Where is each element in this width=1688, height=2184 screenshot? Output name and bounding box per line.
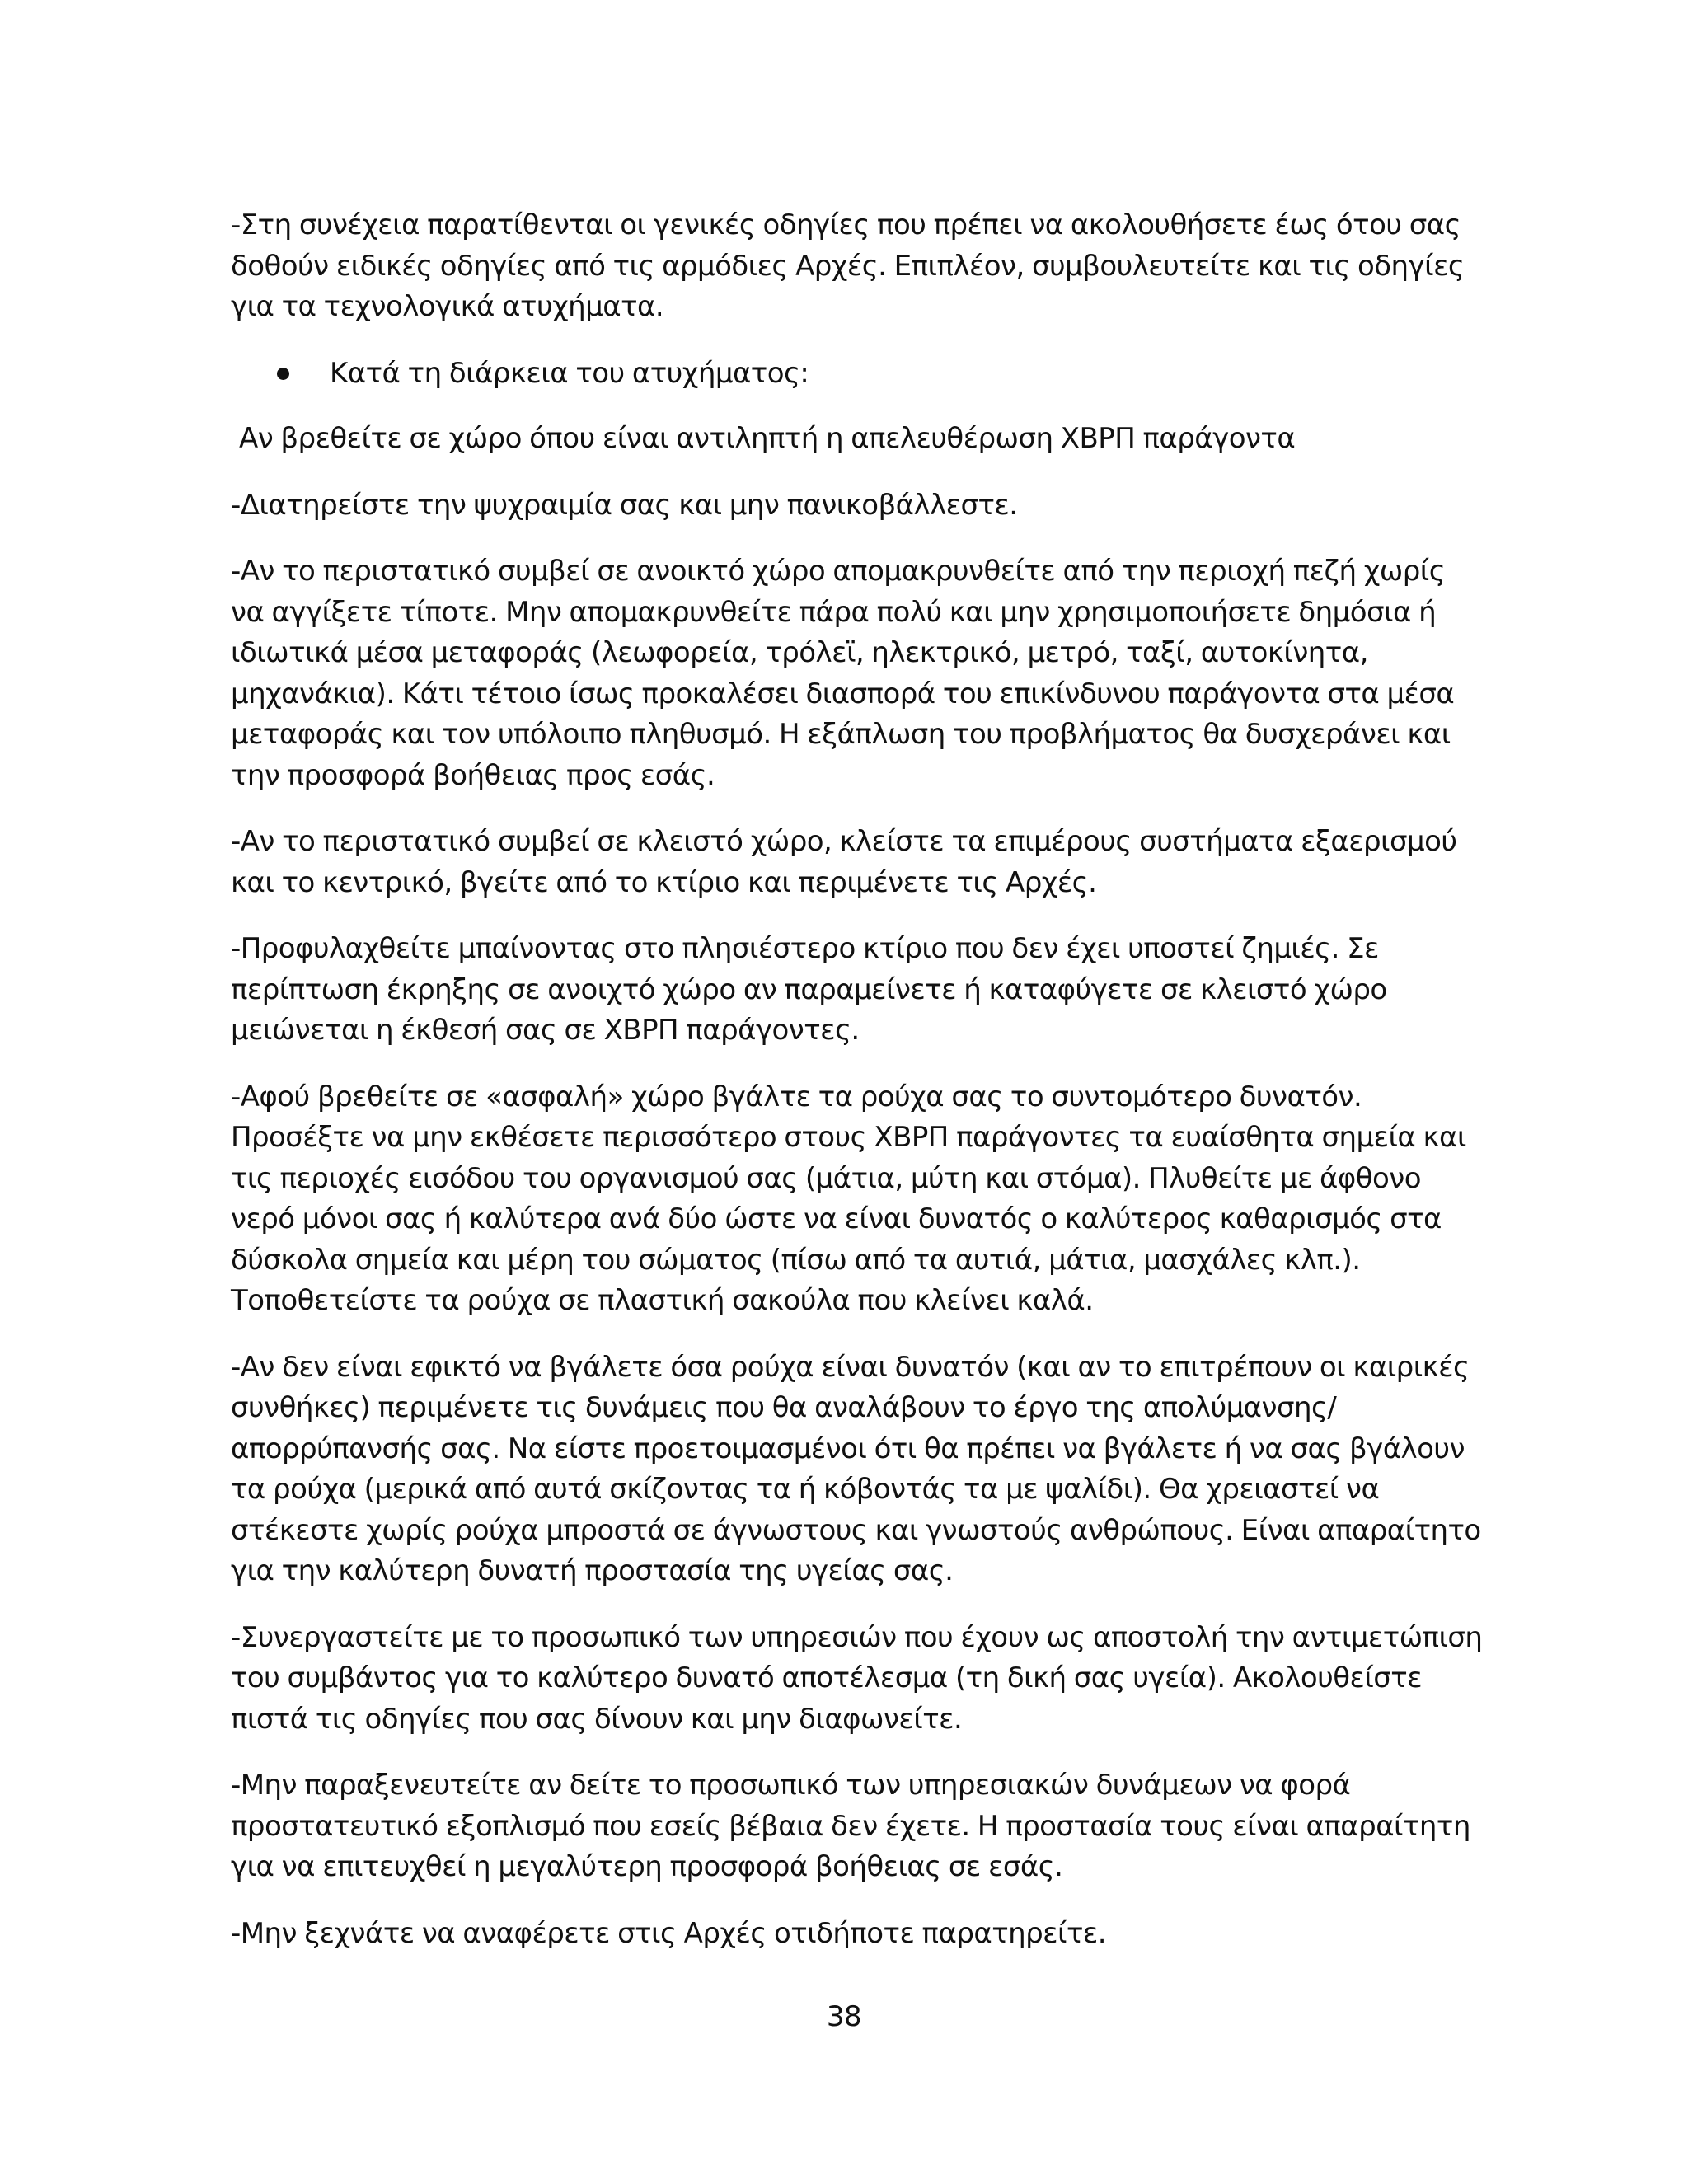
clothes-paragraph: -Αφού βρεθείτε σε «ασφαλή» χώρο βγάλτε τα ρούχα σας το συντομότερο δυνατόν. Προσέξτε να μην εκθέσετε περισσότερο στους ΧΒΡΠ παράγοντες τα ευαίσθητα σημεία και τις περιοχές εισόδου του οργανισμού σας (μάτια, μύτη και στόμα). Πλυθείτε με άφθονο νερό μόνοι σας ή καλύτερα ανά δύο ώστε να είναι δυνατός ο καλύτερος καθαρισμός στα δύσκολα σημεία και μέρη του σώματος (πίσω από τα αυτιά, μάτια, μασχάλες κλπ.). Τοποθετείστε τα ρούχα σε πλαστική σακούλα που κλείνει καλά.: [231, 1080, 1466, 1317]
report-paragraph: -Μην ξεχνάτε να αναφέρετε στις Αρχές οτιδήποτε παρατηρείτε.: [231, 1916, 1106, 1950]
equipment-paragraph: -Μην παραξενευτείτε αν δείτε το προσωπικό των υπηρεσιακών δυνάμεων να φορά προστατευτικό εξοπλισμό που εσείς βέβαια δεν έχετε. Η προστασία τους είναι απαραίτητη για να επιτευχθεί η μεγαλύτερη προσφορά βοήθειας σε εσάς.: [231, 1769, 1470, 1883]
bullet-item: [231, 354, 1484, 395]
cooperate-paragraph: -Συνεργαστείτε με το προσωπικό των υπηρεσιών που έχουν ως αποστολή την αντιμετώπιση του συμβάντος για το καλύτερο δυνατό αποτέλεσμα (τη δική σας υγεία). Ακολουθείστε πιστά τις οδηγίες που σας δίνουν και μην διαφωνείτε.: [231, 1620, 1483, 1736]
calm-paragraph: -Διατηρείστε την ψυχραιμία σας και μην πανικοβάλλεστε.: [231, 488, 1018, 522]
page-body: [231, 205, 1484, 1980]
closed-area-paragraph: -Αν το περιστατικό συμβεί σε κλειστό χώρο, κλείστε τα επιμέρους συστήματα εξαερισμού και το κεντρικό, βγείτε από το κτίριο και περιμένετε τις Αρχές.: [231, 825, 1457, 899]
page-number: 38: [826, 2000, 862, 2033]
bullet-icon: [277, 368, 289, 380]
open-area-paragraph: -Αν το περιστατικό συμβεί σε ανοικτό χώρο απομακρυνθείτε από την περιοχή πεζή χωρίς να αγγίξετε τίποτε. Μην απομακρυνθείτε πάρα πολύ και μην χρησιμοποιήσετε δημόσια ή ιδιωτικά μέσα μεταφοράς (λεωφορεία, τρόλεϊ, ηλεκτρικό, μετρό, ταξί, αυτοκίνητα, μηχανάκια). Κάτι τέτοιο ίσως προκαλέσει διασπορά του επικίνδυνου παράγοντα στα μέσα μεταφοράς και τον υπόλοιπο πληθυσμό. Η εξάπλωση του προβλήματος θα δυσχεράνει και την προσφορά βοήθειας προς εσάς.: [231, 555, 1455, 792]
shelter-paragraph: -Προφυλαχθείτε μπαίνοντας στο πλησιέστερο κτίριο που δεν έχει υποστεί ζημιές. Σε περίπτωση έκρηξης σε ανοιχτό χώρο αν παραμείνετε ή καταφύγετε σε κλειστό χώρο μειώνεται η έκθεσή σας σε ΧΒΡΠ παράγοντες.: [231, 932, 1387, 1047]
subheading-paragraph: Αν βρεθείτε σε χώρο όπου είναι αντιληπτή η απελευθέρωση ΧΒΡΠ παράγοντα: [239, 422, 1296, 455]
decontamination-paragraph: -Αν δεν είναι εφικτό να βγάλετε όσα ρούχα είναι δυνατόν (και αν το επιτρέπουν οι καιρικές συνθήκες) περιμένετε τις δυνάμεις που θα αναλάβουν το έργο της απολύμανσης/απορρύπανσής σας. Να είστε προετοιμασμένοι ότι θα πρέπει να βγάλετε ή να σας βγάλουν τα ρούχα (μερικά από αυτά σκίζοντας τα ή κόβοντάς τα με ψαλίδι). Θα χρειαστεί να στέκεστε χωρίς ρούχα μπροστά σε άγνωστους και γνωστούς ανθρώπους. Είναι απαραίτητο για την καλύτερη δυνατή προστασία της υγείας σας.: [231, 1350, 1481, 1587]
intro-paragraph: -Στη συνέχεια παρατίθενται οι γενικές οδηγίες που πρέπει να ακολουθήσετε έως ότου σας δοθούν ειδικές οδηγίες από τις αρμόδιες Αρχές. Επιπλέον, συμβουλευτείτε και τις οδηγίες για τα τεχνολογικά ατυχήματα.: [231, 209, 1465, 323]
bullet-text: Κατά τη διάρκεια του ατυχήματος:: [330, 356, 809, 390]
